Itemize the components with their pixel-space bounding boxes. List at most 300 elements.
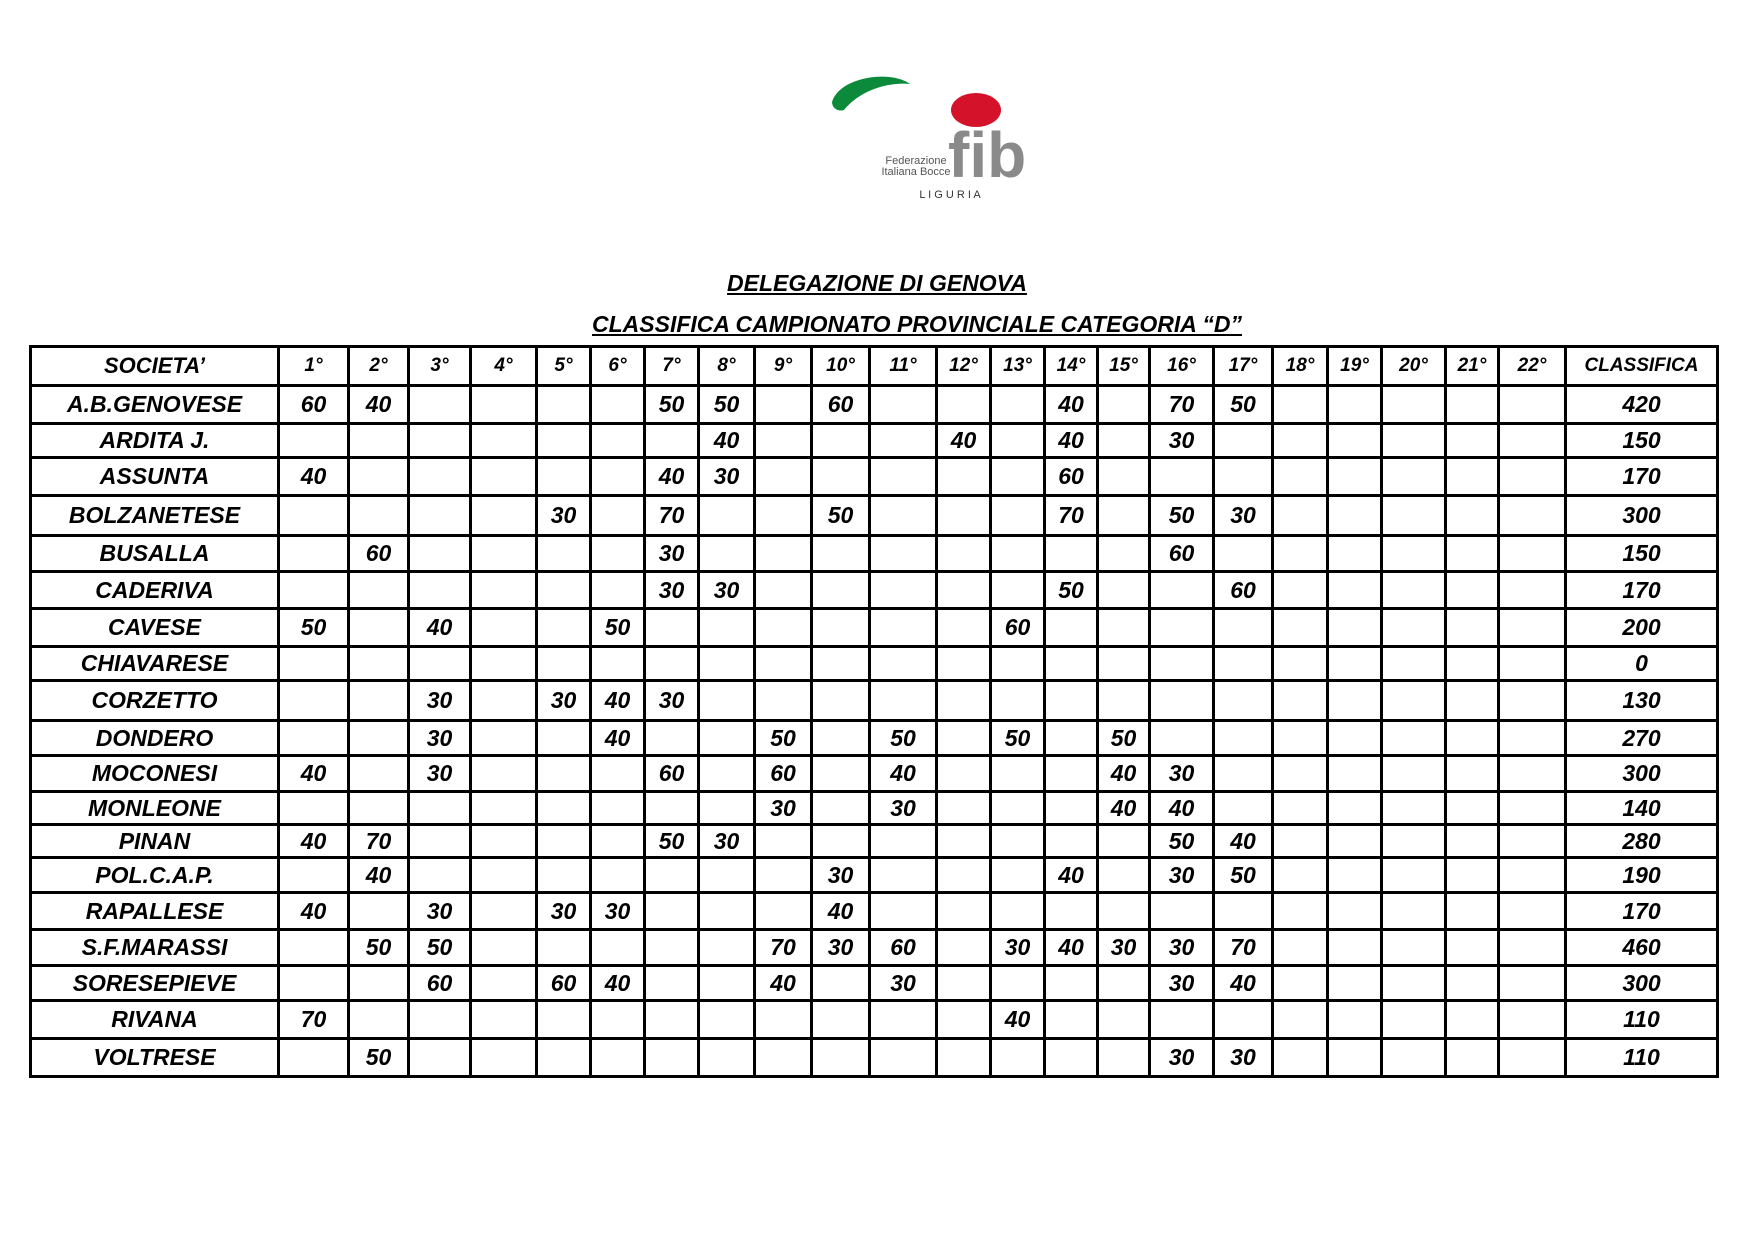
round-points-cell (645, 647, 699, 681)
round-points-cell (1499, 792, 1566, 825)
table-row (31, 721, 1718, 756)
round-points-cell (1499, 721, 1566, 756)
table-row (31, 458, 1718, 496)
round-points-cell (591, 572, 645, 609)
round-points-cell (591, 386, 645, 424)
round-points-cell (1214, 721, 1273, 756)
team-name-cell: MOCONESI (31, 756, 279, 792)
round-points-cell: 60 (870, 930, 937, 966)
round-points-cell (471, 609, 537, 647)
round-points-cell (471, 681, 537, 721)
round-points-cell (471, 1001, 537, 1039)
table-row (31, 647, 1718, 681)
round-points-cell (1045, 1001, 1098, 1039)
round-points-cell (1214, 424, 1273, 458)
round-points-cell (409, 825, 471, 858)
round-points-cell (755, 893, 812, 930)
total-points-cell: 170 (1566, 458, 1718, 496)
round-points-cell: 30 (409, 893, 471, 930)
round-points-cell (991, 458, 1045, 496)
team-name-cell: CADERIVA (31, 572, 279, 609)
round-points-cell: 40 (279, 756, 349, 792)
round-points-cell (870, 647, 937, 681)
logo-line1: Federazione (885, 155, 947, 167)
round-points-cell (471, 496, 537, 536)
round-points-cell (812, 792, 870, 825)
round-points-cell: 50 (1214, 386, 1273, 424)
round-points-cell: 50 (1150, 825, 1214, 858)
round-points-cell (1098, 536, 1150, 572)
round-points-cell: 40 (279, 458, 349, 496)
round-points-cell (591, 930, 645, 966)
round-points-cell (471, 893, 537, 930)
round-points-cell (409, 496, 471, 536)
round-points-cell (699, 609, 755, 647)
round-points-cell: 30 (870, 792, 937, 825)
round-points-cell (1446, 496, 1499, 536)
round-points-cell (991, 1039, 1045, 1077)
round-points-cell (409, 1039, 471, 1077)
round-points-cell (1214, 792, 1273, 825)
round-points-cell (1328, 966, 1382, 1001)
round-points-cell: 40 (1098, 792, 1150, 825)
column-header-round: 22° (1499, 347, 1566, 386)
round-points-cell (699, 536, 755, 572)
round-points-cell (1446, 1001, 1499, 1039)
round-points-cell (279, 647, 349, 681)
round-points-cell (1273, 825, 1328, 858)
round-points-cell (812, 647, 870, 681)
round-points-cell (812, 1039, 870, 1077)
round-points-cell (991, 572, 1045, 609)
column-header-round: 17° (1214, 347, 1273, 386)
round-points-cell (349, 458, 409, 496)
standings-table (29, 345, 1719, 1078)
round-points-cell: 60 (1150, 536, 1214, 572)
round-points-cell (1382, 756, 1446, 792)
round-points-cell: 30 (1150, 858, 1214, 893)
round-points-cell (1214, 458, 1273, 496)
round-points-cell (279, 792, 349, 825)
round-points-cell (937, 858, 991, 893)
round-points-cell: 70 (1150, 386, 1214, 424)
column-header-round: 8° (699, 347, 755, 386)
round-points-cell (591, 858, 645, 893)
round-points-cell (812, 424, 870, 458)
header-row (31, 347, 1718, 386)
round-points-cell (1150, 681, 1214, 721)
round-points-cell (537, 1001, 591, 1039)
team-name-cell: CHIAVARESE (31, 647, 279, 681)
round-points-cell (812, 572, 870, 609)
table-row (31, 893, 1718, 930)
table-row (31, 966, 1718, 1001)
round-points-cell (1382, 966, 1446, 1001)
round-points-cell: 30 (645, 681, 699, 721)
round-points-cell (1045, 792, 1098, 825)
round-points-cell (1382, 1001, 1446, 1039)
total-points-cell: 270 (1566, 721, 1718, 756)
round-points-cell (1382, 386, 1446, 424)
round-points-cell (471, 792, 537, 825)
round-points-cell (870, 386, 937, 424)
round-points-cell (537, 825, 591, 858)
round-points-cell (755, 647, 812, 681)
round-points-cell (1499, 536, 1566, 572)
round-points-cell (1499, 572, 1566, 609)
round-points-cell (471, 647, 537, 681)
round-points-cell: 40 (409, 609, 471, 647)
round-points-cell (812, 721, 870, 756)
round-points-cell (937, 458, 991, 496)
round-points-cell (1273, 386, 1328, 424)
round-points-cell: 60 (1214, 572, 1273, 609)
total-points-cell: 300 (1566, 966, 1718, 1001)
round-points-cell: 40 (591, 721, 645, 756)
round-points-cell (1446, 572, 1499, 609)
round-points-cell: 50 (279, 609, 349, 647)
team-name-cell: POL.C.A.P. (31, 858, 279, 893)
round-points-cell (1328, 893, 1382, 930)
round-points-cell (1446, 966, 1499, 1001)
round-points-cell (591, 496, 645, 536)
round-points-cell (1273, 930, 1328, 966)
round-points-cell: 30 (699, 458, 755, 496)
round-points-cell (1098, 496, 1150, 536)
round-points-cell (349, 893, 409, 930)
total-points-cell: 300 (1566, 496, 1718, 536)
logo-line2: Italiana Bocce (881, 166, 951, 178)
round-points-cell (1382, 721, 1446, 756)
round-points-cell (1446, 386, 1499, 424)
round-points-cell (537, 792, 591, 825)
round-points-cell (1045, 647, 1098, 681)
round-points-cell (870, 893, 937, 930)
round-points-cell (645, 609, 699, 647)
round-points-cell (870, 496, 937, 536)
round-points-cell (870, 609, 937, 647)
round-points-cell (591, 1001, 645, 1039)
total-points-cell: 140 (1566, 792, 1718, 825)
round-points-cell (1273, 721, 1328, 756)
round-points-cell (349, 756, 409, 792)
round-points-cell (937, 930, 991, 966)
round-points-cell (870, 1001, 937, 1039)
logo-acronym: fib (948, 119, 1027, 191)
round-points-cell: 30 (812, 930, 870, 966)
round-points-cell: 50 (870, 721, 937, 756)
column-header-round: 12° (937, 347, 991, 386)
round-points-cell (1328, 825, 1382, 858)
round-points-cell (591, 756, 645, 792)
round-points-cell (279, 858, 349, 893)
round-points-cell (349, 572, 409, 609)
round-points-cell: 40 (870, 756, 937, 792)
round-points-cell (812, 609, 870, 647)
round-points-cell (1098, 681, 1150, 721)
round-points-cell (699, 721, 755, 756)
round-points-cell (1328, 496, 1382, 536)
round-points-cell (1150, 609, 1214, 647)
round-points-cell (1499, 930, 1566, 966)
round-points-cell (537, 858, 591, 893)
round-points-cell (1382, 458, 1446, 496)
round-points-cell (1446, 893, 1499, 930)
round-points-cell: 40 (699, 424, 755, 458)
round-points-cell (1214, 609, 1273, 647)
table-body (31, 386, 1718, 1077)
round-points-cell: 40 (1214, 966, 1273, 1001)
round-points-cell: 30 (409, 721, 471, 756)
round-points-cell: 30 (991, 930, 1045, 966)
column-header-round: 19° (1328, 347, 1382, 386)
round-points-cell (591, 536, 645, 572)
round-points-cell (812, 966, 870, 1001)
round-points-cell: 70 (349, 825, 409, 858)
round-points-cell (991, 966, 1045, 1001)
table-row (31, 756, 1718, 792)
total-points-cell: 460 (1566, 930, 1718, 966)
round-points-cell (279, 930, 349, 966)
round-points-cell: 60 (812, 386, 870, 424)
round-points-cell (349, 966, 409, 1001)
round-points-cell: 60 (645, 756, 699, 792)
round-points-cell: 30 (870, 966, 937, 1001)
round-points-cell: 50 (1045, 572, 1098, 609)
team-name-cell: SORESEPIEVE (31, 966, 279, 1001)
round-points-cell: 30 (409, 756, 471, 792)
round-points-cell (1499, 647, 1566, 681)
round-points-cell (755, 1001, 812, 1039)
round-points-cell (812, 681, 870, 721)
round-points-cell (1382, 858, 1446, 893)
round-points-cell (870, 1039, 937, 1077)
column-header-round: 7° (645, 347, 699, 386)
round-points-cell: 30 (537, 681, 591, 721)
round-points-cell (1499, 609, 1566, 647)
round-points-cell: 60 (755, 756, 812, 792)
round-points-cell (812, 825, 870, 858)
round-points-cell (409, 424, 471, 458)
round-points-cell: 50 (699, 386, 755, 424)
round-points-cell (1098, 1001, 1150, 1039)
column-header-societa: SOCIETA’ (31, 347, 279, 386)
round-points-cell (1382, 792, 1446, 825)
round-points-cell (409, 858, 471, 893)
round-points-cell: 30 (537, 496, 591, 536)
round-points-cell (937, 1039, 991, 1077)
round-points-cell (279, 681, 349, 721)
round-points-cell (937, 893, 991, 930)
round-points-cell (471, 756, 537, 792)
total-points-cell: 170 (1566, 893, 1718, 930)
round-points-cell: 60 (991, 609, 1045, 647)
round-points-cell (349, 792, 409, 825)
round-points-cell (1382, 424, 1446, 458)
round-points-cell (1446, 424, 1499, 458)
round-points-cell (1446, 536, 1499, 572)
round-points-cell (349, 647, 409, 681)
total-points-cell: 110 (1566, 1039, 1718, 1077)
round-points-cell (1273, 858, 1328, 893)
round-points-cell (755, 681, 812, 721)
round-points-cell (991, 792, 1045, 825)
total-points-cell: 280 (1566, 825, 1718, 858)
total-points-cell: 110 (1566, 1001, 1718, 1039)
round-points-cell (1446, 792, 1499, 825)
table-row (31, 681, 1718, 721)
column-header-round: 10° (812, 347, 870, 386)
total-points-cell: 170 (1566, 572, 1718, 609)
round-points-cell (1328, 647, 1382, 681)
round-points-cell: 50 (755, 721, 812, 756)
round-points-cell (471, 966, 537, 1001)
round-points-cell (409, 458, 471, 496)
round-points-cell (1328, 536, 1382, 572)
round-points-cell (870, 458, 937, 496)
table-row (31, 424, 1718, 458)
column-header-round: 3° (409, 347, 471, 386)
round-points-cell: 50 (1214, 858, 1273, 893)
round-points-cell: 50 (991, 721, 1045, 756)
column-header-round: 6° (591, 347, 645, 386)
round-points-cell (1446, 681, 1499, 721)
round-points-cell (1045, 1039, 1098, 1077)
round-points-cell (755, 572, 812, 609)
team-name-cell: ARDITA J. (31, 424, 279, 458)
round-points-cell (591, 1039, 645, 1077)
round-points-cell (755, 858, 812, 893)
round-points-cell: 50 (349, 1039, 409, 1077)
round-points-cell (1499, 386, 1566, 424)
page-subtitle: CLASSIFICA CAMPIONATO PROVINCIALE CATEGORIA “D” (592, 311, 1242, 337)
total-points-cell: 150 (1566, 424, 1718, 458)
round-points-cell (471, 1039, 537, 1077)
round-points-cell: 60 (409, 966, 471, 1001)
total-points-cell: 300 (1566, 756, 1718, 792)
table-row (31, 496, 1718, 536)
round-points-cell (1328, 386, 1382, 424)
round-points-cell (937, 496, 991, 536)
round-points-cell (699, 496, 755, 536)
round-points-cell (1499, 893, 1566, 930)
round-points-cell (870, 572, 937, 609)
round-points-cell (1045, 966, 1098, 1001)
round-points-cell (409, 572, 471, 609)
table-row (31, 386, 1718, 424)
round-points-cell (1499, 825, 1566, 858)
column-header-round: 4° (471, 347, 537, 386)
round-points-cell (349, 721, 409, 756)
round-points-cell (1382, 1039, 1446, 1077)
round-points-cell (991, 858, 1045, 893)
round-points-cell (349, 424, 409, 458)
round-points-cell (349, 496, 409, 536)
round-points-cell (1098, 825, 1150, 858)
round-points-cell (537, 572, 591, 609)
round-points-cell (699, 756, 755, 792)
round-points-cell: 70 (755, 930, 812, 966)
round-points-cell (1273, 536, 1328, 572)
round-points-cell (1382, 681, 1446, 721)
round-points-cell: 40 (645, 458, 699, 496)
round-points-cell: 60 (537, 966, 591, 1001)
round-points-cell (1045, 756, 1098, 792)
round-points-cell (1098, 647, 1150, 681)
table-row (31, 858, 1718, 893)
table-row (31, 1039, 1718, 1077)
team-name-cell: CORZETTO (31, 681, 279, 721)
round-points-cell: 50 (1098, 721, 1150, 756)
round-points-cell: 60 (279, 386, 349, 424)
round-points-cell: 40 (937, 424, 991, 458)
round-points-cell (591, 458, 645, 496)
team-name-cell: BOLZANETESE (31, 496, 279, 536)
table-row (31, 609, 1718, 647)
column-header-round: 11° (870, 347, 937, 386)
round-points-cell (1328, 930, 1382, 966)
round-points-cell (537, 721, 591, 756)
round-points-cell (755, 458, 812, 496)
round-points-cell (471, 572, 537, 609)
round-points-cell (937, 681, 991, 721)
round-points-cell (991, 825, 1045, 858)
round-points-cell (1382, 825, 1446, 858)
round-points-cell (699, 930, 755, 966)
round-points-cell (1150, 721, 1214, 756)
round-points-cell (279, 966, 349, 1001)
round-points-cell (1499, 458, 1566, 496)
team-name-cell: A.B.GENOVESE (31, 386, 279, 424)
round-points-cell: 40 (349, 858, 409, 893)
round-points-cell: 50 (645, 386, 699, 424)
round-points-cell (409, 536, 471, 572)
round-points-cell (699, 858, 755, 893)
round-points-cell (1499, 966, 1566, 1001)
round-points-cell: 50 (409, 930, 471, 966)
round-points-cell (279, 496, 349, 536)
round-points-cell: 40 (1045, 386, 1098, 424)
round-points-cell (1098, 458, 1150, 496)
round-points-cell (1446, 1039, 1499, 1077)
round-points-cell (1214, 647, 1273, 681)
round-points-cell (937, 386, 991, 424)
round-points-cell (1328, 609, 1382, 647)
round-points-cell: 60 (1045, 458, 1098, 496)
table-row (31, 825, 1718, 858)
round-points-cell (1328, 681, 1382, 721)
round-points-cell (1214, 756, 1273, 792)
team-name-cell: VOLTRESE (31, 1039, 279, 1077)
round-points-cell (699, 647, 755, 681)
round-points-cell (1328, 572, 1382, 609)
round-points-cell (991, 424, 1045, 458)
round-points-cell (471, 458, 537, 496)
column-header-round: 14° (1045, 347, 1098, 386)
table-row (31, 536, 1718, 572)
round-points-cell (1446, 756, 1499, 792)
round-points-cell: 30 (537, 893, 591, 930)
round-points-cell (937, 572, 991, 609)
column-header-round: 21° (1446, 347, 1499, 386)
round-points-cell: 40 (279, 893, 349, 930)
round-points-cell (1150, 647, 1214, 681)
round-points-cell: 30 (699, 825, 755, 858)
round-points-cell (755, 536, 812, 572)
round-points-cell (537, 756, 591, 792)
round-points-cell: 50 (591, 609, 645, 647)
round-points-cell: 50 (349, 930, 409, 966)
